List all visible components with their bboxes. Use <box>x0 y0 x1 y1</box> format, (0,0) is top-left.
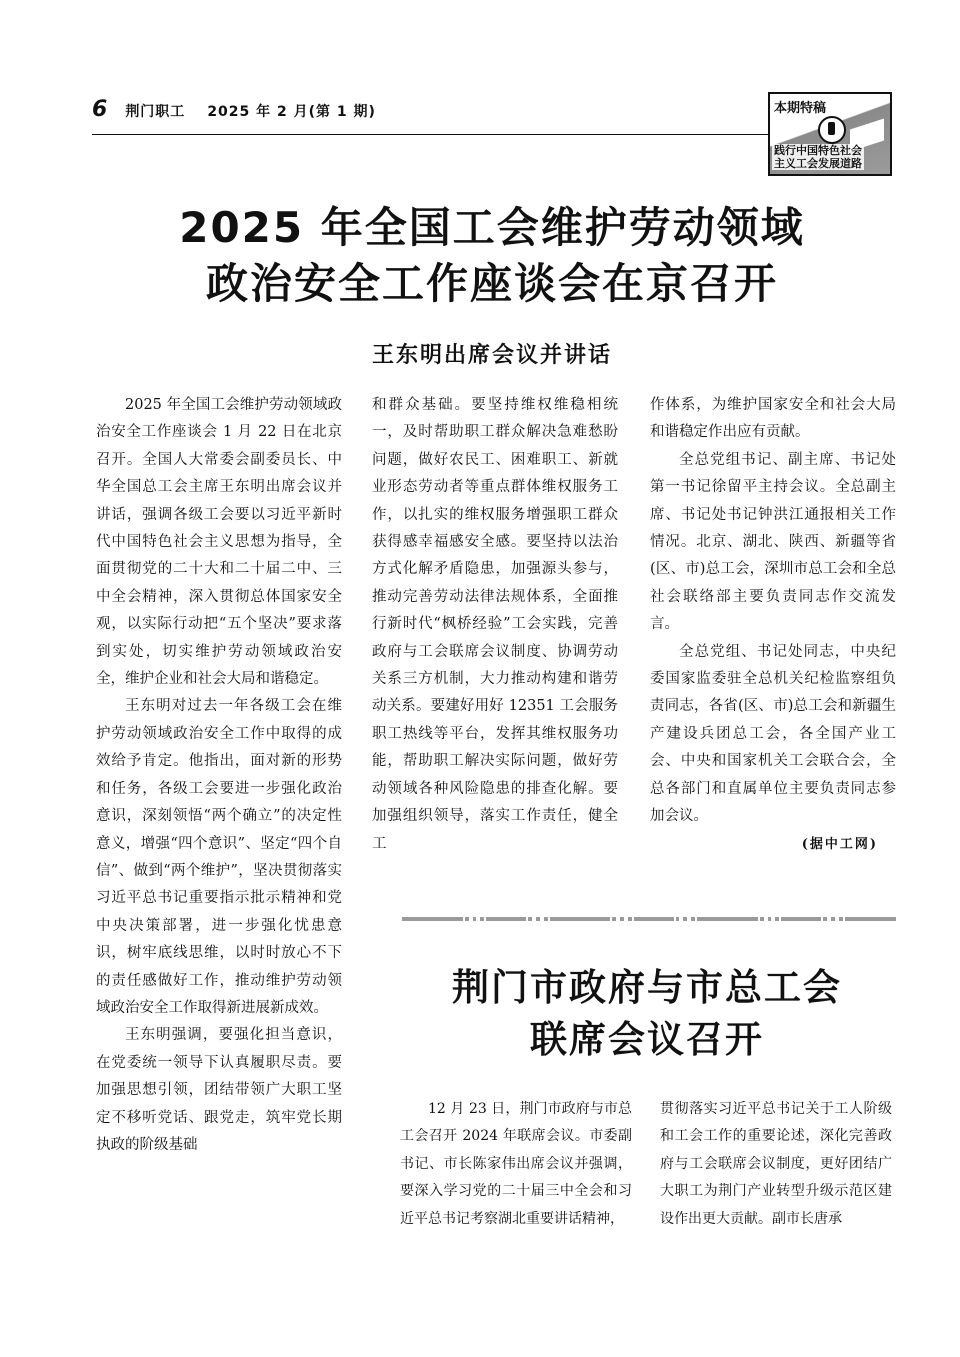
article1-column-3 <box>650 392 896 858</box>
union-emblem-icon <box>818 116 846 144</box>
publication-name: 荆门职工 <box>125 104 186 120</box>
article1-paragraph: 全总党组书记、副主席、书记处第一书记徐留平主持会议。全总副主席、书记处书记钟洪江通报相关工作情况。北京、湖北、陕西、新疆等省(区、市)总工会，深圳市总工会和全总社会联络部主要负责同志作交流发言。 <box>650 451 896 633</box>
issue-date: 2025 年 2 月(第 1 期) <box>207 104 376 120</box>
badge-subtitle-line1: 践行中国特色社会 <box>774 144 862 157</box>
article1-paragraph: 全总党组、书记处同志，中央纪委国家监委驻全总机关纪检监察组负责同志，各省(区、市)总工会和新疆生产建设兵团总工会，各全国产业工会、中央和国家机关工会联合会，全总各部门和直属单位主要负责同志参加会议。 <box>650 643 896 825</box>
article1-title-line2: 政治安全工作座谈会在京召开 <box>205 259 778 308</box>
badge-subtitle-line2: 主义工会发展道路 <box>774 157 862 170</box>
article2-paragraph: 贯彻落实习近平总书记关于工人阶级和工会工作的重要论述，深化完善政府与工会联席会议制度，更好团结广大职工为荆门产业转型升级示范区建设作出更大贡献。副市长唐承 <box>660 1101 892 1227</box>
badge-label: 本期特稿 <box>774 101 827 116</box>
section-divider <box>402 915 896 923</box>
header-rule <box>92 134 768 135</box>
article1-column-1 <box>96 392 342 1159</box>
article1-subtitle: 王东明出席会议并讲话 <box>371 342 612 368</box>
article1-title <box>92 200 892 312</box>
page-number: 6 <box>92 97 108 122</box>
running-header <box>92 97 398 131</box>
article1-source: (据中工网) <box>801 836 878 852</box>
article2-title-line1: 荆门市政府与市总工会 <box>452 966 842 1009</box>
article1-column-2 <box>372 392 618 858</box>
badge-subtitle <box>772 144 864 170</box>
article1-paragraph: 和群众基础。要坚持维权维稳相统一，及时帮助职工群众解决急难愁盼问题，做好农民工、困难职工、新就业形态劳动者等重点群体维权服务工作，以扎实的维权服务增强职工群众获得感幸福感安全感。要坚持以法治方式化解矛盾隐患，加强源头参与，推动完善劳动法律法规体系，全面推行新时代“枫桥经验”工会实践，完善政府与工会联席会议制度、协调劳动关系三方机制，大力推动构建和谐劳动关系。要建好用好 12351 工会服务职工热线等平台，发挥其维权服务功能，帮助职工解决实际问题，做好劳动领域各种风险隐患的排查化解。要加强组织领导，落实工作责任，健全工 <box>372 397 618 852</box>
article1-title-line1: 2025 年全国工会维护劳动领域 <box>179 203 805 252</box>
article2-title-line2: 联席会议召开 <box>530 1018 764 1061</box>
article2-title <box>392 962 902 1066</box>
feature-badge <box>768 92 892 176</box>
article1-paragraph: 王东明对过去一年各级工会在维护劳动领域政治安全工作中取得的成效给予肯定。他指出，面对新的形势和任务，各级工会要进一步强化政治意识，深刻领悟“两个确立”的决定性意义，增强“四个意识”、坚定“四个自信”、做到“两个维护”，坚决贯彻落实习近平总书记重要指示批示精神和党中央决策部署，进一步强化忧患意识，树牢底线思维，以时时放心不下的责任感做好工作，推动维护劳动领域政治安全工作取得新进展新成效。 <box>96 698 342 1016</box>
article2-column-1 <box>400 1096 632 1233</box>
article1-paragraph: 作体系，为维护国家安全和社会大局和谐稳定作出应有贡献。 <box>650 397 896 441</box>
article2-column-2 <box>660 1096 892 1233</box>
article1-paragraph: 2025 年全国工会维护劳动领域政治安全工作座谈会 1 月 22 日在北京召开。全国人大常委会副委员长、中华全国总工会主席王东明出席会议并讲话，强调各级工会要以习近平新时代中国特色社会主义思想为指导，全面贯彻党的二十大和二十届二中、三中全会精神，深入贯彻总体国家安全观，以实际行动把“五个坚决”要求落到实处，切实维护劳动领域政治安全，维护企业和社会大局和谐稳定。 <box>96 397 342 688</box>
article2-paragraph: 12 月 23 日，荆门市政府与市总工会召开 2024 年联席会议。市委副书记、市长陈家伟出席会议并强调，要深入学习党的二十届三中全会和习近平总书记考察湖北重要讲话精神， <box>400 1101 632 1227</box>
article1-paragraph: 王东明强调，要强化担当意识，在党委统一领导下认真履职尽责。要加强思想引领，团结带领广大职工坚定不移听党话、跟党走，筑牢党长期执政的阶级基础 <box>96 1027 342 1153</box>
